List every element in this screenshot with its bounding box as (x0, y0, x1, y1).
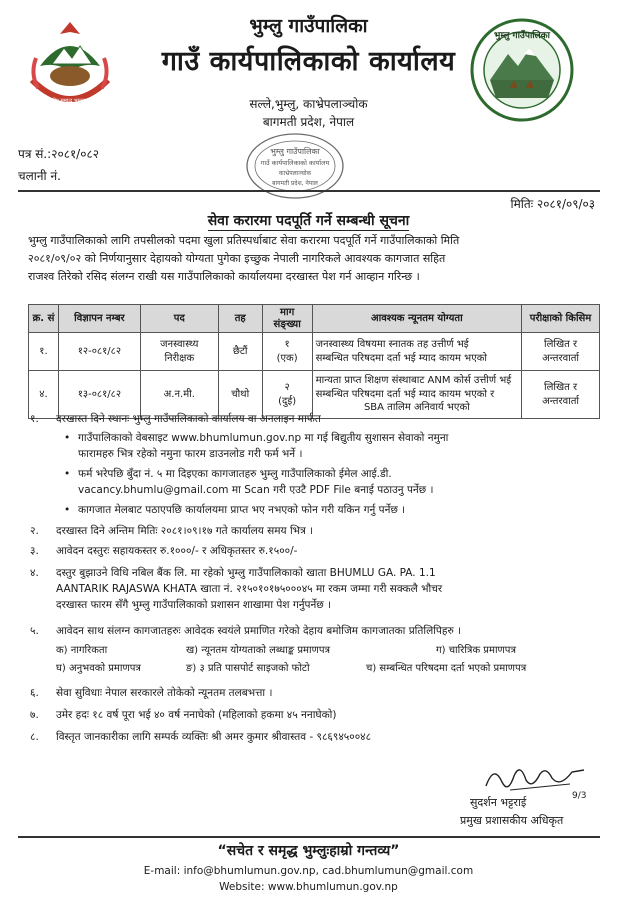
point-line-3: दरखास्त फारम सँगै भुम्लु गाउँपालिकाको प्रशासन शाखामा पेश गर्नुपर्नेछ । (56, 598, 332, 611)
cell-serial: १. (29, 333, 59, 371)
header-divider (18, 190, 600, 192)
emblem-left-motto: अविर सम्बृद्ध भुम्लुवासी (48, 98, 92, 104)
stamp-text-1: भुम्लु गाउँपालिका (270, 147, 320, 156)
exam-line-2: अन्तरवार्ता (542, 395, 580, 407)
qual-line-3: SBA तालिम अनिवार्य भएको (363, 402, 470, 414)
qual-line-2: सम्बन्धित परिषदमा दर्ता भई म्याद कायम भएको (315, 352, 488, 364)
footer-divider (18, 836, 600, 838)
col-serial: क्र. सं (29, 305, 59, 333)
bullet-line-1: • फर्म भरेपछि बुँदा नं. ५ मा दिइएका कागजातहरु भुम्लु गाउँपालिकाको ईमेल आई.डी. (78, 468, 392, 480)
logo-ring-text: भुम्लु गाउँपालिका (494, 31, 550, 41)
point-text (56, 566, 596, 613)
qual-line-2: सम्बन्धित परिषदमा दर्ता भई म्याद कायम भएको र (315, 388, 495, 400)
bullet-line-2: vacancy.bhumlu@gmail.com मा Scan गरी एउटै PDF File बनाई पठाउनु पर्नेछ । (78, 484, 434, 497)
notice-intro (28, 232, 600, 285)
point-number: २. (30, 525, 39, 537)
doc-photo: ङ) ३ प्रति पासपोर्ट साइजको फोटो (186, 663, 310, 674)
point-number: ४. (30, 567, 39, 579)
stamp-text-4: बागमती प्रदेश, नेपाल (272, 180, 318, 187)
demand-number: २ (284, 382, 290, 393)
qual-line-1: जनस्वास्थ्य विषयमा स्नातक तह उत्तीर्ण भई (315, 339, 469, 350)
point-line-2: AANTARIK RAJASWA KHATA खाता नं. २१५०१०१७५०००४५ मा रकम जम्मा गरी सक्कलै भौचर (56, 582, 443, 595)
col-level: तह (218, 305, 262, 333)
signature-date-note: 9/3 (572, 791, 587, 800)
reference-number: पत्र सं.:२०८१/०८२ (18, 147, 99, 161)
point-number: ७. (30, 709, 39, 721)
point-number: ३. (30, 545, 39, 557)
intro-line-3: राजश्व तिरेको रसिद संलग्न राखी यस गाउँपालिकाको कार्यालयमा दरखास्त पेश गर्न आव्हान गरिन्छ । (28, 269, 420, 283)
cell-advert: १३-०८१/८२ (58, 371, 140, 419)
notice-title (0, 212, 617, 231)
office-name: गाउँ कार्यपालिकाको कार्यालय (161, 46, 456, 77)
cell-level: छैटौं (218, 333, 262, 371)
post-line-1: अ.न.मी. (163, 388, 195, 400)
cell-level: चौथो (218, 371, 262, 419)
footer-website: Website: www.bhumlumun.gov.np (219, 881, 398, 893)
point-number: ८. (30, 731, 39, 743)
bullet-confirm (78, 502, 598, 518)
bullet-email (78, 466, 598, 499)
point-text: विस्तृत जानकारीका लागि सम्पर्क व्यक्तिः श्री अमर कुमार श्रीवास्तव - ९८६९४५००४८ (56, 731, 372, 743)
bullet-line-1: • कागजात मेलबाट पठाएपछि कार्यालयमा प्राप्त भए नभएको फोन गरी यकिन गर्नु पर्नेछ । (78, 504, 406, 516)
demand-words: (दुई) (278, 395, 297, 407)
dispatch-number: चलानी नं. (18, 169, 61, 183)
bullet-line-2: फारामहरु भित्र रहेको नमुना फारम डाउनलोड गरी फर्म भर्ने । (78, 448, 303, 461)
cell-exam (522, 333, 600, 371)
table-row (29, 333, 600, 371)
doc-citizenship: क) नागरिकता (56, 645, 108, 656)
signatory-title: प्रमुख प्रशासकीय अधिकृत (460, 814, 564, 827)
notice-title-text: सेवा करारमा पदपूर्ति गर्ने सम्बन्धी सूचना (207, 213, 410, 229)
point-number: ६. (30, 687, 39, 699)
footer-email: E-mail: info@bhumlumun.gov.np, cad.bhumlumun@gmail.com (143, 865, 474, 877)
doc-character-certificate: ग) चारित्रिक प्रमाणपत्र (436, 645, 516, 656)
notice-date: मितिः २०८१/०९/०३ (510, 197, 595, 211)
post-line-2: निरीक्षक (164, 352, 195, 364)
doc-transcript: ख) न्यूनतम योग्यताको लब्धाङ्क प्रमाणपत्र (186, 645, 331, 656)
cell-serial: ४. (29, 371, 59, 419)
point-text: उमेर हदः १८ वर्ष पूरा भई ४० वर्ष ननाघेको (महिलाको हकमा ४५ ननाघेको) (56, 709, 337, 721)
point-text: आवेदन दस्तुरः सहायकस्तर रु.१०००/- र अधिकृतस्तर रु.१५००/- (56, 545, 298, 557)
doc-experience: घ) अनुभवको प्रमाणपत्र (56, 663, 141, 674)
exam-line-2: अन्तरवार्ता (542, 352, 580, 364)
bullet-website (78, 430, 598, 463)
exam-line-1: लिखित र (543, 382, 578, 393)
point-text: दरखास्त दिने स्थानः भुम्लु गाउँपालिकाको कार्यालय वा अनलाइन मार्फत (56, 413, 321, 425)
demand-words: (एक) (276, 352, 298, 364)
exam-line-1: लिखित र (543, 339, 578, 350)
point-text: दरखास्त दिने अन्तिम मितिः २०८१।०९।१७ गते कार्यालय समय भित्र । (56, 525, 314, 537)
municipality-name: भुम्लु गाउँपालिका (249, 15, 368, 37)
point-number: ५. (30, 625, 39, 637)
col-demand: माग संङ्ख्या (262, 305, 312, 333)
point-line-1: दस्तुर बुझाउने विधि नबिल बैंक लि. मा रहेको भुम्लु गाउँपालिकाको खाता BHUMLU GA. PA. 1.1 (56, 567, 436, 579)
cell-advert: १२-०८१/८२ (58, 333, 140, 371)
col-post: पद (140, 305, 218, 333)
signatory-name: सुदर्शन भट्टराई (470, 796, 527, 809)
demand-number: १ (284, 339, 290, 350)
signature-icon (480, 760, 590, 800)
post-line-1: जनस्वास्थ्य (160, 339, 199, 350)
address-line-1: सल्ले,भुम्लु, काभ्रेपलाञ्चोक (249, 97, 368, 111)
bullet-line-1: • गाउँपालिकाको वेबसाइट www.bhumlumun.gov.np मा गई बिद्युतीय सुशासन सेवाको नमुना (78, 432, 449, 444)
cell-post (140, 333, 218, 371)
col-exam-type: परीक्षाको किसिम (522, 305, 600, 333)
address-line-2: बागमती प्रदेश, नेपाल (262, 115, 355, 129)
signature-underline (510, 784, 570, 790)
stamp-text-2: गाउँ कार्यपालिकाको कार्यालय (260, 159, 330, 167)
footer-slogan: “सचेत र समृद्ध भुम्लुःहाम्रो गन्तव्य” (217, 843, 400, 859)
intro-line-2: २०८१/०९/०२ को निर्णयानुसार देहायको योग्यता पुगेका इच्छुक नेपाली नागरिकले आवश्यक कागजात सहित (28, 251, 446, 265)
cell-demand (262, 333, 312, 371)
vacancy-table (28, 304, 600, 419)
point-text: आवेदन साथ संलग्न कागजातहरुः आवेदक स्वयंले प्रमाणित गरेको देहाय बमोजिम कागजातका प्रतिलिपिहरु । (56, 625, 462, 637)
intro-line-1: भुम्लु गाउँपालिकाको लागि तपसीलको पदमा खुला प्रतिस्पर्धाबाट सेवा करारमा पदपूर्ति गर्ने गाउँपालिकाको मिति (28, 234, 460, 247)
cell-qualification (312, 333, 521, 371)
table-header-row (29, 305, 600, 333)
stamp-text-3: काभ्रेपलाञ्चोक (278, 170, 312, 177)
col-advert-number: विज्ञापन नम्बर (58, 305, 140, 333)
point-number: १. (30, 413, 39, 425)
qual-line-1: मान्यता प्राप्त शिक्षण संस्थाबाट ANM कोर्स उत्तीर्ण भई (315, 375, 512, 387)
col-qualification: आवश्यक न्यूनतम योग्यता (312, 305, 521, 333)
doc-council-registration: च) सम्बन्धित परिषदमा दर्ता भएको प्रमाणपत्र (366, 663, 527, 674)
point-text: सेवा सुविधाः नेपाल सरकारले तोकेको न्यूनतम तलबभत्ता । (56, 687, 273, 699)
